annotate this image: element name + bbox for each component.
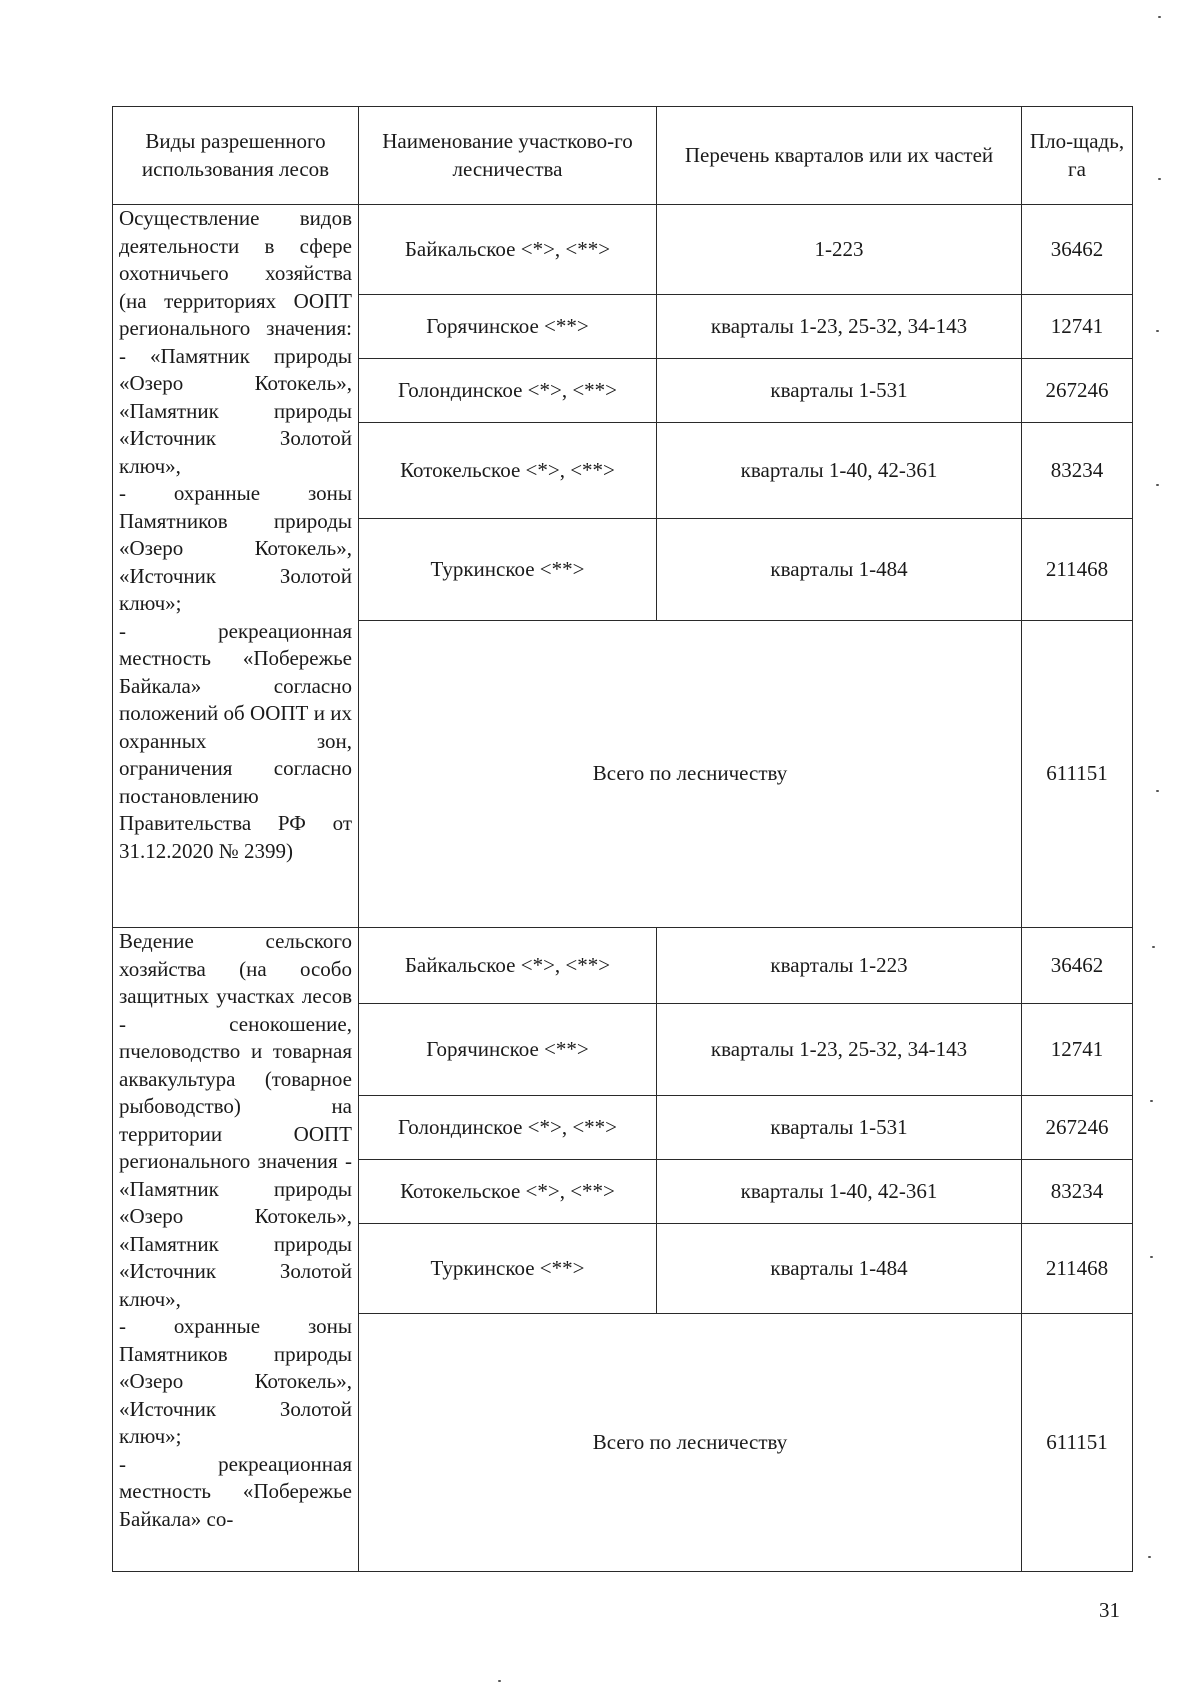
area-value: 267246 xyxy=(1022,1096,1133,1160)
scan-speck xyxy=(1150,1100,1153,1102)
quarters-list: кварталы 1-23, 25-32, 34-143 xyxy=(657,295,1022,359)
scan-speck xyxy=(1150,1256,1153,1258)
quarters-list: кварталы 1-484 xyxy=(657,1224,1022,1314)
total-label: Всего по лесничеству xyxy=(359,621,1022,928)
forestry-name: Голондинское <*>, <**> xyxy=(359,359,657,423)
usage-kind-cell xyxy=(113,928,359,1572)
scan-speck xyxy=(1158,16,1161,18)
area-value: 12741 xyxy=(1022,295,1133,359)
total-label: Всего по лесничеству xyxy=(359,1314,1022,1572)
scan-speck xyxy=(1152,946,1155,948)
forest-use-table xyxy=(112,106,1133,1572)
header-area: Пло-щадь, га xyxy=(1022,107,1133,205)
forestry-name: Туркинское <**> xyxy=(359,519,657,621)
header-quarters: Перечень кварталов или их частей xyxy=(657,107,1022,205)
area-value: 211468 xyxy=(1022,1224,1133,1314)
total-area: 611151 xyxy=(1022,621,1133,928)
header-kind: Виды разрешенного использования лесов xyxy=(113,107,359,205)
quarters-list: кварталы 1-40, 42-361 xyxy=(657,423,1022,519)
quarters-list: 1-223 xyxy=(657,205,1022,295)
quarters-list: кварталы 1-223 xyxy=(657,928,1022,1004)
quarters-list: кварталы 1-40, 42-361 xyxy=(657,1160,1022,1224)
forestry-name: Горячинское <**> xyxy=(359,295,657,359)
area-value: 83234 xyxy=(1022,423,1133,519)
quarters-list: кварталы 1-23, 25-32, 34-143 xyxy=(657,1004,1022,1096)
usage-kind-text: Ведение сельского хозяйства (на особо защитных участках лесов - сенокошение, пчеловодство и товарная аквакультура (товарное рыбоводство) на территории ООПТ регионального значения - «Памятник природы «Озеро Котокель», «Памятник природы «Источник Золотой ключ», - охранные зоны Памятников природы «Озеро Котокель», «Источник Золотой ключ»; - рекреационная местность «Побережье Байкала» со- xyxy=(119,929,352,1531)
scan-speck xyxy=(1156,790,1159,792)
area-value: 36462 xyxy=(1022,928,1133,1004)
scan-speck xyxy=(1148,1556,1151,1558)
usage-kind-cell xyxy=(113,205,359,928)
scan-speck xyxy=(1158,178,1161,180)
scan-speck xyxy=(498,1680,501,1682)
forestry-name: Туркинское <**> xyxy=(359,1224,657,1314)
area-value: 36462 xyxy=(1022,205,1133,295)
area-value: 267246 xyxy=(1022,359,1133,423)
header-forestry: Наименование участково-го лесничества xyxy=(359,107,657,205)
area-value: 12741 xyxy=(1022,1004,1133,1096)
forestry-name: Горячинское <**> xyxy=(359,1004,657,1096)
forestry-name: Байкальское <*>, <**> xyxy=(359,928,657,1004)
total-area: 611151 xyxy=(1022,1314,1133,1572)
quarters-list: кварталы 1-484 xyxy=(657,519,1022,621)
area-value: 83234 xyxy=(1022,1160,1133,1224)
area-value: 211468 xyxy=(1022,519,1133,621)
table-header-row xyxy=(113,107,1133,205)
table-row xyxy=(113,928,1133,1004)
forestry-name: Голондинское <*>, <**> xyxy=(359,1096,657,1160)
forestry-name: Котокельское <*>, <**> xyxy=(359,1160,657,1224)
forestry-name: Котокельское <*>, <**> xyxy=(359,423,657,519)
quarters-list: кварталы 1-531 xyxy=(657,1096,1022,1160)
page-number: 31 xyxy=(1099,1598,1120,1622)
table-row xyxy=(113,205,1133,295)
scan-speck xyxy=(1156,484,1159,486)
forestry-name: Байкальское <*>, <**> xyxy=(359,205,657,295)
usage-kind-text: Осуществление видов деятельности в сфере охотничьего хозяйства (на территориях ООПТ регионального значения: - «Памятник природы «Озеро Котокель», «Памятник природы «Источник Золотой ключ», - охранные зоны Памятников природы «Озеро Котокель», «Источник Золотой ключ»; - рекреационная местность «Побережье Байкала» согласно положений об ООПТ и их охранных зон, ограничения согласно постановлению Правительства РФ от 31.12.2020 № 2399) xyxy=(119,206,352,863)
quarters-list: кварталы 1-531 xyxy=(657,359,1022,423)
scan-speck xyxy=(1156,330,1159,332)
